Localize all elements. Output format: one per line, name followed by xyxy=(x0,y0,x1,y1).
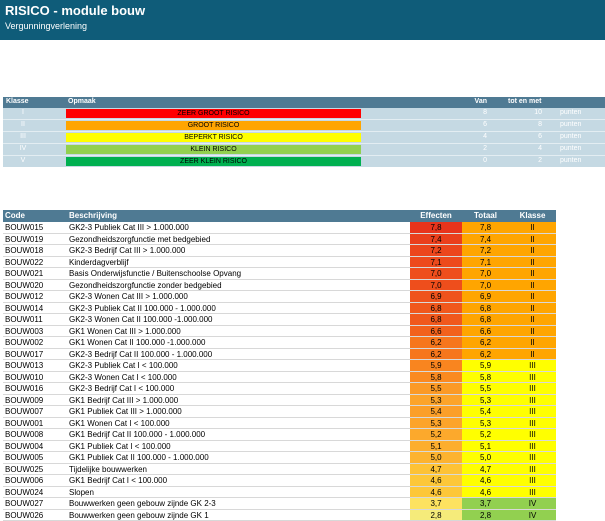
legend-klasse: IV xyxy=(3,145,43,152)
cell-beschrijving[interactable]: GK2-3 Bedrijf Cat I < 100.000 xyxy=(69,383,409,394)
cell-effecten[interactable]: 5,1 xyxy=(410,441,462,452)
cell-klasse[interactable]: II xyxy=(509,314,556,325)
cell-code[interactable]: BOUW024 xyxy=(5,487,67,498)
page-subtitle: Vergunningverlening xyxy=(5,21,87,31)
table-row xyxy=(3,291,556,303)
cell-klasse[interactable]: III xyxy=(509,429,556,440)
legend-unit: punten xyxy=(560,145,581,152)
legend-van: 4 xyxy=(473,133,487,140)
cell-klasse[interactable]: II xyxy=(509,349,556,360)
cell-beschrijving[interactable]: GK1 Wonen Cat I < 100.000 xyxy=(69,418,409,429)
cell-beschrijving[interactable]: GK1 Publiek Cat III > 1.000.000 xyxy=(69,406,409,417)
risk-legend-table xyxy=(3,97,605,167)
cell-beschrijving[interactable]: Slopen xyxy=(69,487,409,498)
cell-code[interactable]: BOUW027 xyxy=(5,498,67,509)
table-row xyxy=(3,303,556,315)
cell-totaal[interactable]: 5,1 xyxy=(462,441,509,452)
cell-code[interactable]: BOUW006 xyxy=(5,475,67,486)
cell-effecten[interactable]: 5,8 xyxy=(410,372,462,383)
cell-klasse[interactable]: III xyxy=(509,418,556,429)
legend-tot: 6 xyxy=(528,133,542,140)
cell-code[interactable]: BOUW020 xyxy=(5,280,67,291)
legend-color-bar: GROOT RISICO xyxy=(66,121,361,130)
cell-klasse[interactable]: III xyxy=(509,383,556,394)
legend-van: 2 xyxy=(473,145,487,152)
legend-van: 0 xyxy=(473,157,487,164)
table-row xyxy=(3,475,556,487)
table-row xyxy=(3,464,556,476)
legend-unit: punten xyxy=(560,109,581,116)
table-row xyxy=(3,349,556,361)
cell-klasse[interactable]: II xyxy=(509,303,556,314)
cell-klasse[interactable]: III xyxy=(509,452,556,463)
cell-totaal[interactable]: 7,2 xyxy=(462,245,509,256)
cell-beschrijving[interactable]: GK2-3 Bedrijf Cat III > 1.000.000 xyxy=(69,245,409,256)
cell-klasse[interactable]: II xyxy=(509,257,556,268)
cell-code[interactable]: BOUW017 xyxy=(5,349,67,360)
table-row xyxy=(3,234,556,246)
cell-totaal[interactable]: 6,2 xyxy=(462,337,509,348)
legend-color-bar: BEPERKT RISICO xyxy=(66,133,361,142)
cell-code[interactable]: BOUW012 xyxy=(5,291,67,302)
cell-klasse[interactable]: II xyxy=(509,326,556,337)
cell-effecten[interactable]: 6,8 xyxy=(410,314,462,325)
cell-effecten[interactable]: 2,8 xyxy=(410,510,462,521)
table-row xyxy=(3,268,556,280)
cell-klasse[interactable]: III xyxy=(509,372,556,383)
legend-color-bar: ZEER GROOT RISICO xyxy=(66,109,361,118)
table-row xyxy=(3,245,556,257)
cell-beschrijving[interactable]: GK1 Bedrijf Cat III > 1.000.000 xyxy=(69,395,409,406)
table-row xyxy=(3,510,556,521)
risk-score-table xyxy=(3,210,556,521)
cell-beschrijving[interactable]: Gezondheidszorgfunctie zonder bedgebied xyxy=(69,280,409,291)
cell-effecten[interactable]: 6,2 xyxy=(410,349,462,360)
cell-totaal[interactable]: 7,0 xyxy=(462,280,509,291)
legend-row xyxy=(3,119,605,131)
table-row xyxy=(3,429,556,441)
table-row xyxy=(3,383,556,395)
legend-header-klasse: Klasse xyxy=(6,98,56,105)
cell-code[interactable]: BOUW010 xyxy=(5,372,67,383)
cell-effecten[interactable]: 5,2 xyxy=(410,429,462,440)
cell-beschrijving[interactable]: Gezondheidszorgfunctie met bedgebied xyxy=(69,234,409,245)
cell-effecten[interactable]: 7,1 xyxy=(410,257,462,268)
app-header xyxy=(0,0,605,40)
table-row xyxy=(3,326,556,338)
cell-effecten[interactable]: 7,2 xyxy=(410,245,462,256)
cell-effecten[interactable]: 6,9 xyxy=(410,291,462,302)
cell-effecten[interactable]: 5,0 xyxy=(410,452,462,463)
cell-totaal[interactable]: 7,4 xyxy=(462,234,509,245)
cell-totaal[interactable]: 5,8 xyxy=(462,372,509,383)
table-row xyxy=(3,418,556,430)
cell-effecten[interactable]: 7,0 xyxy=(410,268,462,279)
column-header-klasse[interactable]: Klasse xyxy=(509,210,556,222)
cell-totaal[interactable]: 3,7 xyxy=(462,498,509,509)
table-row xyxy=(3,372,556,384)
cell-totaal[interactable]: 5,4 xyxy=(462,406,509,417)
cell-effecten[interactable]: 6,8 xyxy=(410,303,462,314)
table-row xyxy=(3,280,556,292)
table-row xyxy=(3,487,556,499)
cell-totaal[interactable]: 5,0 xyxy=(462,452,509,463)
legend-row xyxy=(3,108,605,119)
cell-klasse[interactable]: III xyxy=(509,406,556,417)
cell-effecten[interactable]: 5,3 xyxy=(410,395,462,406)
cell-klasse[interactable]: II xyxy=(509,234,556,245)
legend-tot: 2 xyxy=(528,157,542,164)
cell-klasse[interactable]: II xyxy=(509,222,556,233)
table-row xyxy=(3,337,556,349)
cell-code[interactable]: BOUW013 xyxy=(5,360,67,371)
cell-code[interactable]: BOUW025 xyxy=(5,464,67,475)
legend-header-row xyxy=(3,97,605,108)
cell-totaal[interactable]: 6,6 xyxy=(462,326,509,337)
cell-totaal[interactable]: 4,6 xyxy=(462,475,509,486)
cell-beschrijving[interactable]: GK1 Publiek Cat I < 100.000 xyxy=(69,441,409,452)
legend-klasse: II xyxy=(3,121,43,128)
cell-totaal[interactable]: 5,2 xyxy=(462,429,509,440)
cell-totaal[interactable]: 5,9 xyxy=(462,360,509,371)
cell-beschrijving[interactable]: GK2-3 Publiek Cat I < 100.000 xyxy=(69,360,409,371)
cell-beschrijving[interactable]: Bouwwerken geen gebouw zijnde GK 2-3 xyxy=(69,498,409,509)
legend-tot: 4 xyxy=(528,145,542,152)
cell-effecten[interactable]: 4,6 xyxy=(410,475,462,486)
cell-beschrijving[interactable]: GK1 Publiek Cat II 100.000 - 1.000.000 xyxy=(69,452,409,463)
table-header-row xyxy=(3,210,556,222)
cell-beschrijving[interactable]: GK2-3 Wonen Cat II 100.000 -1.000.000 xyxy=(69,314,409,325)
cell-klasse[interactable]: II xyxy=(509,268,556,279)
legend-van: 8 xyxy=(473,109,487,116)
table-row xyxy=(3,498,556,510)
cell-totaal[interactable]: 4,6 xyxy=(462,487,509,498)
legend-tot: 8 xyxy=(528,121,542,128)
legend-klasse: I xyxy=(3,109,43,116)
column-header-code[interactable]: Code xyxy=(5,210,67,222)
cell-effecten[interactable]: 4,7 xyxy=(410,464,462,475)
legend-tot: 10 xyxy=(528,109,542,116)
cell-beschrijving[interactable]: GK1 Bedrijf Cat I < 100.000 xyxy=(69,475,409,486)
cell-totaal[interactable]: 6,8 xyxy=(462,303,509,314)
legend-header-van: Van xyxy=(473,98,487,105)
legend-color-bar: ZEER KLEIN RISICO xyxy=(66,157,361,166)
legend-unit: punten xyxy=(560,121,581,128)
table-row xyxy=(3,257,556,269)
cell-totaal[interactable]: 7,1 xyxy=(462,257,509,268)
cell-effecten[interactable]: 7,8 xyxy=(410,222,462,233)
legend-van: 6 xyxy=(473,121,487,128)
cell-klasse[interactable]: III xyxy=(509,441,556,452)
cell-beschrijving[interactable]: GK2-3 Wonen Cat III > 1.000.000 xyxy=(69,291,409,302)
cell-beschrijving[interactable]: GK2-3 Publiek Cat II 100.000 - 1.000.000 xyxy=(69,303,409,314)
cell-effecten[interactable]: 5,5 xyxy=(410,383,462,394)
cell-beschrijving[interactable]: GK2-3 Publiek Cat III > 1.000.000 xyxy=(69,222,409,233)
cell-code[interactable]: BOUW022 xyxy=(5,257,67,268)
cell-klasse[interactable]: III xyxy=(509,487,556,498)
cell-effecten[interactable]: 5,3 xyxy=(410,418,462,429)
cell-code[interactable]: BOUW007 xyxy=(5,406,67,417)
cell-totaal[interactable]: 6,9 xyxy=(462,291,509,302)
cell-beschrijving[interactable]: GK1 Wonen Cat III > 1.000.000 xyxy=(69,326,409,337)
legend-row xyxy=(3,131,605,143)
cell-code[interactable]: BOUW002 xyxy=(5,337,67,348)
cell-effecten[interactable]: 5,4 xyxy=(410,406,462,417)
table-row xyxy=(3,222,556,234)
cell-effecten[interactable]: 7,4 xyxy=(410,234,462,245)
cell-code[interactable]: BOUW018 xyxy=(5,245,67,256)
cell-code[interactable]: BOUW008 xyxy=(5,429,67,440)
legend-klasse: III xyxy=(3,133,43,140)
cell-totaal[interactable]: 7,8 xyxy=(462,222,509,233)
cell-code[interactable]: BOUW011 xyxy=(5,314,67,325)
column-header-totaal[interactable]: Totaal xyxy=(462,210,509,222)
cell-code[interactable]: BOUW015 xyxy=(5,222,67,233)
cell-klasse[interactable]: II xyxy=(509,280,556,291)
cell-klasse[interactable]: II xyxy=(509,245,556,256)
cell-code[interactable]: BOUW019 xyxy=(5,234,67,245)
legend-row xyxy=(3,143,605,155)
legend-klasse: V xyxy=(3,157,43,164)
cell-totaal[interactable]: 5,5 xyxy=(462,383,509,394)
legend-color-bar: KLEIN RISICO xyxy=(66,145,361,154)
table-row xyxy=(3,314,556,326)
cell-effecten[interactable]: 3,7 xyxy=(410,498,462,509)
cell-effecten[interactable]: 4,6 xyxy=(410,487,462,498)
legend-row xyxy=(3,155,605,167)
cell-code[interactable]: BOUW009 xyxy=(5,395,67,406)
cell-beschrijving[interactable]: Kinderdagverblijf xyxy=(69,257,409,268)
cell-effecten[interactable]: 6,2 xyxy=(410,337,462,348)
cell-beschrijving[interactable]: GK2-3 Wonen Cat I < 100.000 xyxy=(69,372,409,383)
cell-beschrijving[interactable]: Tijdelijke bouwwerken xyxy=(69,464,409,475)
cell-code[interactable]: BOUW026 xyxy=(5,510,67,521)
cell-beschrijving[interactable]: GK1 Wonen Cat II 100.000 -1.000.000 xyxy=(69,337,409,348)
column-header-beschrijving[interactable]: Beschrijving xyxy=(69,210,409,222)
cell-klasse[interactable]: IV xyxy=(509,510,556,521)
cell-beschrijving[interactable]: GK1 Bedrijf Cat II 100.000 - 1.000.000 xyxy=(69,429,409,440)
cell-klasse[interactable]: III xyxy=(509,464,556,475)
page-title: RISICO - module bouw xyxy=(5,3,145,18)
legend-header-opmaak: Opmaak xyxy=(68,98,96,105)
cell-totaal[interactable]: 6,2 xyxy=(462,349,509,360)
cell-code[interactable]: BOUW003 xyxy=(5,326,67,337)
cell-klasse[interactable]: II xyxy=(509,337,556,348)
legend-unit: punten xyxy=(560,157,581,164)
table-row xyxy=(3,452,556,464)
table-row xyxy=(3,395,556,407)
cell-beschrijving[interactable]: Basis Onderwijsfunctie / Buitenschoolse Opvang xyxy=(69,268,409,279)
cell-code[interactable]: BOUW021 xyxy=(5,268,67,279)
cell-effecten[interactable]: 7,0 xyxy=(410,280,462,291)
cell-klasse[interactable]: III xyxy=(509,475,556,486)
table-row xyxy=(3,441,556,453)
cell-code[interactable]: BOUW004 xyxy=(5,441,67,452)
cell-beschrijving[interactable]: GK2-3 Bedrijf Cat II 100.000 - 1.000.000 xyxy=(69,349,409,360)
cell-totaal[interactable]: 5,3 xyxy=(462,418,509,429)
cell-totaal[interactable]: 6,8 xyxy=(462,314,509,325)
cell-klasse[interactable]: III xyxy=(509,395,556,406)
legend-header-tot-en-met: tot en met xyxy=(508,98,546,105)
column-header-effecten[interactable]: Effecten xyxy=(410,210,462,222)
cell-klasse[interactable]: III xyxy=(509,360,556,371)
legend-unit: punten xyxy=(560,133,581,140)
cell-totaal[interactable]: 7,0 xyxy=(462,268,509,279)
cell-effecten[interactable]: 5,9 xyxy=(410,360,462,371)
cell-code[interactable]: BOUW005 xyxy=(5,452,67,463)
cell-code[interactable]: BOUW016 xyxy=(5,383,67,394)
cell-totaal[interactable]: 2,8 xyxy=(462,510,509,521)
cell-klasse[interactable]: IV xyxy=(509,498,556,509)
cell-beschrijving[interactable]: Bouwwerken geen gebouw zijnde GK 1 xyxy=(69,510,409,521)
cell-code[interactable]: BOUW014 xyxy=(5,303,67,314)
cell-totaal[interactable]: 4,7 xyxy=(462,464,509,475)
cell-klasse[interactable]: II xyxy=(509,291,556,302)
cell-totaal[interactable]: 5,3 xyxy=(462,395,509,406)
cell-effecten[interactable]: 6,6 xyxy=(410,326,462,337)
table-row xyxy=(3,360,556,372)
cell-code[interactable]: BOUW001 xyxy=(5,418,67,429)
table-row xyxy=(3,406,556,418)
